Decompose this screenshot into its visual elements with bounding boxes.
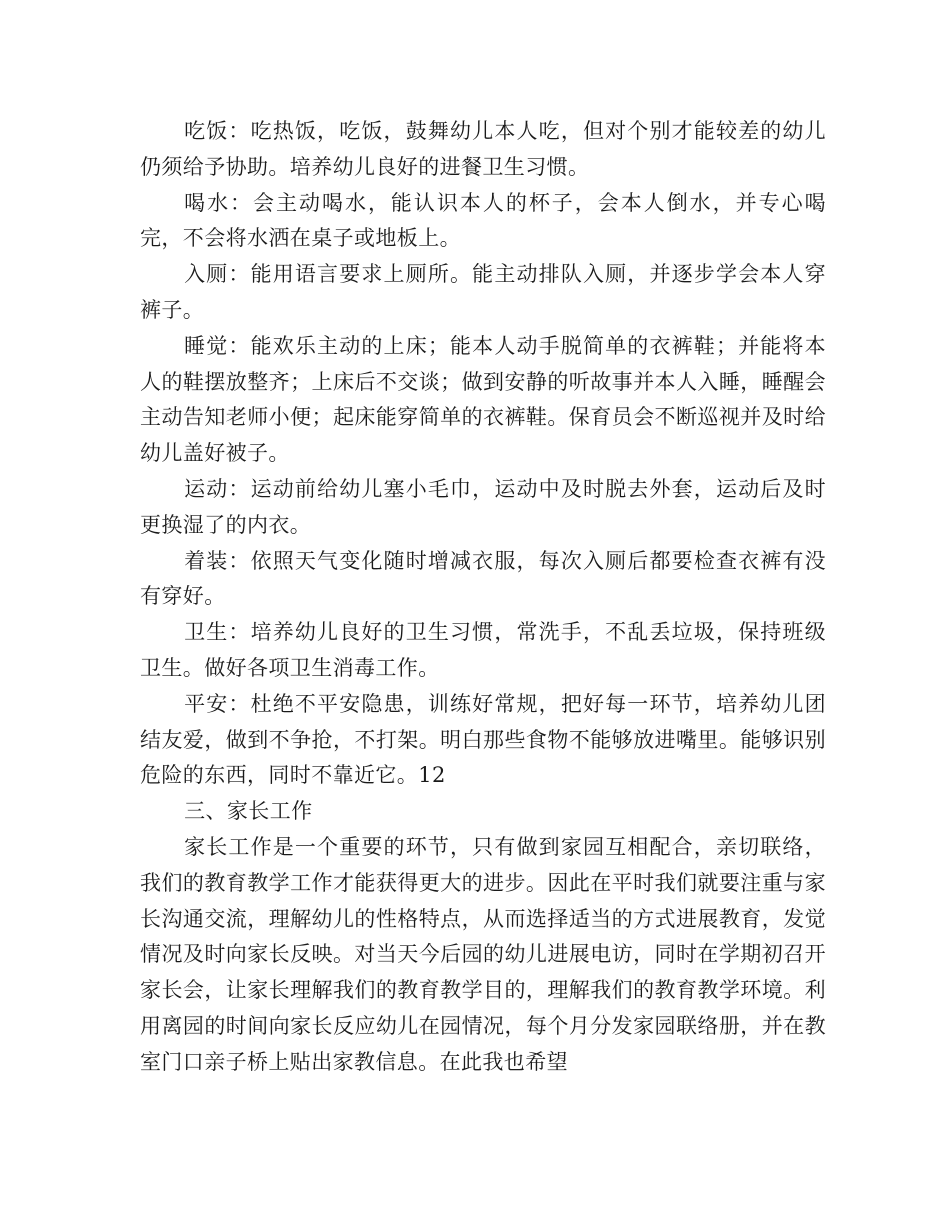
paragraph-clothing: 着装：依照天气变化随时增减衣服，每次入厕后都要检查衣裤有没有穿好。 [140, 548, 826, 609]
paragraph-sleeping: 睡觉：能欢乐主动的上床；能本人动手脱简单的衣裤鞋；并能将本人的鞋摆放整齐；上床后不交谈；做到安静的听故事并本人入睡，睡醒会主动告知老师小便；起床能穿简单的衣裤鞋。保育员会不断巡视并及时给幼儿盖好被子。 [140, 333, 826, 466]
paragraph-safety: 平安：杜绝不平安隐患，训练好常规，把好每一环节，培养幼儿团结友爱，做到不争抢，不打架。明白那些食物不能够放进嘴里。能够识别危险的东西，同时不靠近它。12 [140, 691, 826, 788]
section-heading: 三、家长工作 [184, 799, 313, 824]
paragraph-parent-work: 家长工作是一个重要的环节，只有做到家园互相配合，亲切联络，我们的教育教学工作才能获得更大的进步。因此在平时我们就要注重与家长沟通交流，理解幼儿的性格特点，从而选择适当的方式进展教育，发觉情况及时向家长反映。对当天今后园的幼儿进展电访，同时在学期初召开家长会，让家长理解我们的教育教学目的，理解我们的教育教学环境。利用离园的时间向家长反应幼儿在园情况，每个月分发家园联络册，并在教室门口亲子桥上贴出家教信息。在此我也希望 [140, 834, 826, 1074]
paragraph-exercise: 运动：运动前给幼儿塞小毛巾，运动中及时脱去外套，运动后及时更换湿了的内衣。 [140, 476, 826, 537]
paragraph-toilet: 入厕：能用语言要求上厕所。能主动排队入厕，并逐步学会本人穿裤子。 [140, 262, 826, 322]
document-body [140, 114, 826, 1081]
paragraph-eating: 吃饭：吃热饭，吃饭，鼓舞幼儿本人吃，但对个别才能较差的幼儿仍须给予协助。培养幼儿良好的进餐卫生习惯。 [140, 119, 826, 179]
paragraph-hygiene: 卫生：培养幼儿良好的卫生习惯，常洗手，不乱丢垃圾，保持班级卫生。做好各项卫生消毒工作。 [140, 620, 826, 680]
paragraph-drinking: 喝水：会主动喝水，能认识本人的杯子，会本人倒水，并专心喝完，不会将水洒在桌子或地板上。 [140, 190, 826, 251]
